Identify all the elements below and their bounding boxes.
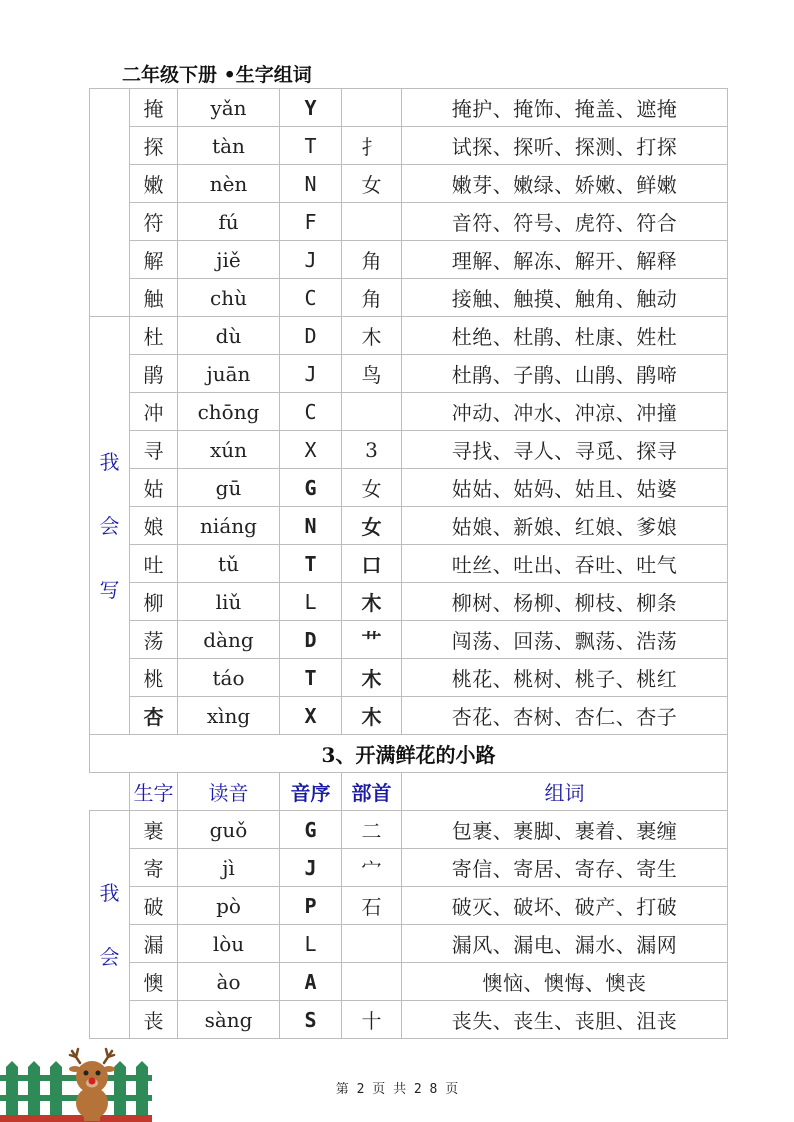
words-cell: 丧失、丧生、丧胆、沮丧 bbox=[402, 1001, 728, 1039]
label-char: 会 bbox=[99, 944, 120, 969]
words-cell: 杜绝、杜鹃、杜康、姓杜 bbox=[402, 317, 728, 355]
table-row bbox=[90, 89, 728, 127]
table-row bbox=[90, 925, 728, 963]
pinyin-cell: fú bbox=[178, 203, 280, 241]
words-cell: 寻找、寻人、寻觅、探寻 bbox=[402, 431, 728, 469]
section-label-wo-hui-xie bbox=[90, 317, 130, 735]
radical-cell: 艹 bbox=[342, 621, 402, 659]
header-empty bbox=[90, 773, 130, 811]
header-words: 组词 bbox=[402, 773, 728, 811]
index-cell: X bbox=[280, 697, 342, 735]
label-char: 会 bbox=[99, 513, 120, 538]
pinyin-cell: táo bbox=[178, 659, 280, 697]
table-row bbox=[90, 279, 728, 317]
table-row bbox=[90, 431, 728, 469]
radical-cell: 十 bbox=[342, 1001, 402, 1039]
words-cell: 漏风、漏电、漏水、漏网 bbox=[402, 925, 728, 963]
index-cell: F bbox=[280, 203, 342, 241]
pinyin-cell: niáng bbox=[178, 507, 280, 545]
words-cell: 杏花、杏树、杏仁、杏子 bbox=[402, 697, 728, 735]
radical-cell: 二 bbox=[342, 811, 402, 849]
pinyin-cell: sàng bbox=[178, 1001, 280, 1039]
char-cell: 吐 bbox=[130, 545, 178, 583]
char-cell: 寻 bbox=[130, 431, 178, 469]
words-cell: 破灭、破坏、破产、打破 bbox=[402, 887, 728, 925]
index-cell: J bbox=[280, 241, 342, 279]
radical-cell: 女 bbox=[342, 165, 402, 203]
radical-cell bbox=[342, 203, 402, 241]
header-char: 生字 bbox=[130, 773, 178, 811]
char-cell: 寄 bbox=[130, 849, 178, 887]
radical-cell: 女 bbox=[342, 469, 402, 507]
table-row bbox=[90, 811, 728, 849]
pinyin-cell: guǒ bbox=[178, 811, 280, 849]
char-cell: 杜 bbox=[130, 317, 178, 355]
radical-cell: 口 bbox=[342, 545, 402, 583]
pinyin-cell: tǔ bbox=[178, 545, 280, 583]
char-cell: 冲 bbox=[130, 393, 178, 431]
table-row bbox=[90, 621, 728, 659]
words-cell: 杜鹃、子鹃、山鹃、鹃啼 bbox=[402, 355, 728, 393]
header-radical: 部首 bbox=[342, 773, 402, 811]
words-cell: 掩护、掩饰、掩盖、遮掩 bbox=[402, 89, 728, 127]
index-cell: C bbox=[280, 279, 342, 317]
header-pinyin: 读音 bbox=[178, 773, 280, 811]
words-cell: 嫩芽、嫩绿、娇嫩、鲜嫩 bbox=[402, 165, 728, 203]
words-cell: 姑姑、姑妈、姑且、姑婆 bbox=[402, 469, 728, 507]
char-cell: 桃 bbox=[130, 659, 178, 697]
radical-cell: 3 bbox=[342, 431, 402, 469]
label-char: 写 bbox=[99, 577, 120, 602]
page-header-title: 二年级下册 •生字组词 bbox=[122, 64, 312, 86]
table-row bbox=[90, 241, 728, 279]
pinyin-cell: lòu bbox=[178, 925, 280, 963]
table-row bbox=[90, 393, 728, 431]
words-cell: 理解、解冻、解开、解释 bbox=[402, 241, 728, 279]
pinyin-cell: chōng bbox=[178, 393, 280, 431]
words-cell: 接触、触摸、触角、触动 bbox=[402, 279, 728, 317]
index-cell: S bbox=[280, 1001, 342, 1039]
pinyin-cell: ào bbox=[178, 963, 280, 1001]
index-cell: N bbox=[280, 507, 342, 545]
radical-cell bbox=[342, 963, 402, 1001]
char-cell: 触 bbox=[130, 279, 178, 317]
words-cell: 音符、符号、虎符、符合 bbox=[402, 203, 728, 241]
pinyin-cell: pò bbox=[178, 887, 280, 925]
char-cell: 杏 bbox=[130, 697, 178, 735]
index-cell: T bbox=[280, 127, 342, 165]
pinyin-cell: dàng bbox=[178, 621, 280, 659]
radical-cell: 木 bbox=[342, 583, 402, 621]
radical-cell: 角 bbox=[342, 279, 402, 317]
char-cell: 姑 bbox=[130, 469, 178, 507]
table-row bbox=[90, 1001, 728, 1039]
index-cell: A bbox=[280, 963, 342, 1001]
index-cell: T bbox=[280, 545, 342, 583]
index-cell: N bbox=[280, 165, 342, 203]
table-row bbox=[90, 583, 728, 621]
pinyin-cell: liǔ bbox=[178, 583, 280, 621]
label-char: 我 bbox=[99, 449, 120, 474]
index-cell: D bbox=[280, 621, 342, 659]
radical-cell bbox=[342, 393, 402, 431]
char-cell: 解 bbox=[130, 241, 178, 279]
index-cell: L bbox=[280, 925, 342, 963]
table-row bbox=[90, 545, 728, 583]
radical-cell: 石 bbox=[342, 887, 402, 925]
radical-cell: 木 bbox=[342, 697, 402, 735]
char-cell: 漏 bbox=[130, 925, 178, 963]
char-cell: 柳 bbox=[130, 583, 178, 621]
char-cell: 符 bbox=[130, 203, 178, 241]
table-row bbox=[90, 469, 728, 507]
words-cell: 姑娘、新娘、红娘、爹娘 bbox=[402, 507, 728, 545]
pinyin-cell: gū bbox=[178, 469, 280, 507]
pinyin-cell: xún bbox=[178, 431, 280, 469]
words-cell: 吐丝、吐出、吞吐、吐气 bbox=[402, 545, 728, 583]
words-cell: 包裹、裹脚、裹着、裹缠 bbox=[402, 811, 728, 849]
char-cell: 裹 bbox=[130, 811, 178, 849]
pinyin-cell: xìng bbox=[178, 697, 280, 735]
pinyin-cell: jiě bbox=[178, 241, 280, 279]
index-cell: J bbox=[280, 849, 342, 887]
pinyin-cell: juān bbox=[178, 355, 280, 393]
char-cell: 掩 bbox=[130, 89, 178, 127]
header-index: 音序 bbox=[280, 773, 342, 811]
table-row bbox=[90, 317, 728, 355]
index-cell: P bbox=[280, 887, 342, 925]
radical-cell: 木 bbox=[342, 317, 402, 355]
char-cell: 鹃 bbox=[130, 355, 178, 393]
radical-cell: 鸟 bbox=[342, 355, 402, 393]
char-cell: 丧 bbox=[130, 1001, 178, 1039]
table-row bbox=[90, 507, 728, 545]
radical-cell: 宀 bbox=[342, 849, 402, 887]
words-cell: 寄信、寄居、寄存、寄生 bbox=[402, 849, 728, 887]
section-label-empty bbox=[90, 89, 130, 317]
words-cell: 桃花、桃树、桃子、桃红 bbox=[402, 659, 728, 697]
table-row bbox=[90, 355, 728, 393]
table-row bbox=[90, 697, 728, 735]
page-number: 第 2 页 共 2 8 页 bbox=[335, 1082, 459, 1097]
section-label-wo-hui bbox=[90, 811, 130, 1039]
pinyin-cell: jì bbox=[178, 849, 280, 887]
char-cell: 嫩 bbox=[130, 165, 178, 203]
table-row bbox=[90, 887, 728, 925]
column-header-row bbox=[90, 773, 728, 811]
pinyin-cell: tàn bbox=[178, 127, 280, 165]
index-cell: X bbox=[280, 431, 342, 469]
char-cell: 懊 bbox=[130, 963, 178, 1001]
index-cell: T bbox=[280, 659, 342, 697]
index-cell: J bbox=[280, 355, 342, 393]
radical-cell: 角 bbox=[342, 241, 402, 279]
char-cell: 探 bbox=[130, 127, 178, 165]
words-cell: 试探、探听、探测、打探 bbox=[402, 127, 728, 165]
pinyin-cell: nèn bbox=[178, 165, 280, 203]
index-cell: G bbox=[280, 469, 342, 507]
words-cell: 闯荡、回荡、飘荡、浩荡 bbox=[402, 621, 728, 659]
table-row bbox=[90, 963, 728, 1001]
table-row bbox=[90, 127, 728, 165]
lesson-title: 3、开满鲜花的小路 bbox=[90, 735, 728, 773]
radical-cell: 女 bbox=[342, 507, 402, 545]
table-row bbox=[90, 849, 728, 887]
table-row bbox=[90, 203, 728, 241]
table-row bbox=[90, 659, 728, 697]
pinyin-cell: yǎn bbox=[178, 89, 280, 127]
radical-cell: 扌 bbox=[342, 127, 402, 165]
label-char: 我 bbox=[99, 880, 120, 905]
char-cell: 破 bbox=[130, 887, 178, 925]
index-cell: D bbox=[280, 317, 342, 355]
index-cell: C bbox=[280, 393, 342, 431]
radical-cell bbox=[342, 89, 402, 127]
words-cell: 懊恼、懊悔、懊丧 bbox=[402, 963, 728, 1001]
char-cell: 娘 bbox=[130, 507, 178, 545]
index-cell: L bbox=[280, 583, 342, 621]
words-cell: 冲动、冲水、冲凉、冲撞 bbox=[402, 393, 728, 431]
lesson-title-row bbox=[90, 735, 728, 773]
table-row bbox=[90, 165, 728, 203]
words-cell: 柳树、杨柳、柳枝、柳条 bbox=[402, 583, 728, 621]
index-cell: Y bbox=[280, 89, 342, 127]
index-cell: G bbox=[280, 811, 342, 849]
char-cell: 荡 bbox=[130, 621, 178, 659]
radical-cell bbox=[342, 925, 402, 963]
pinyin-cell: dù bbox=[178, 317, 280, 355]
pinyin-cell: chù bbox=[178, 279, 280, 317]
radical-cell: 木 bbox=[342, 659, 402, 697]
vocab-table-section-1 bbox=[89, 88, 728, 1039]
